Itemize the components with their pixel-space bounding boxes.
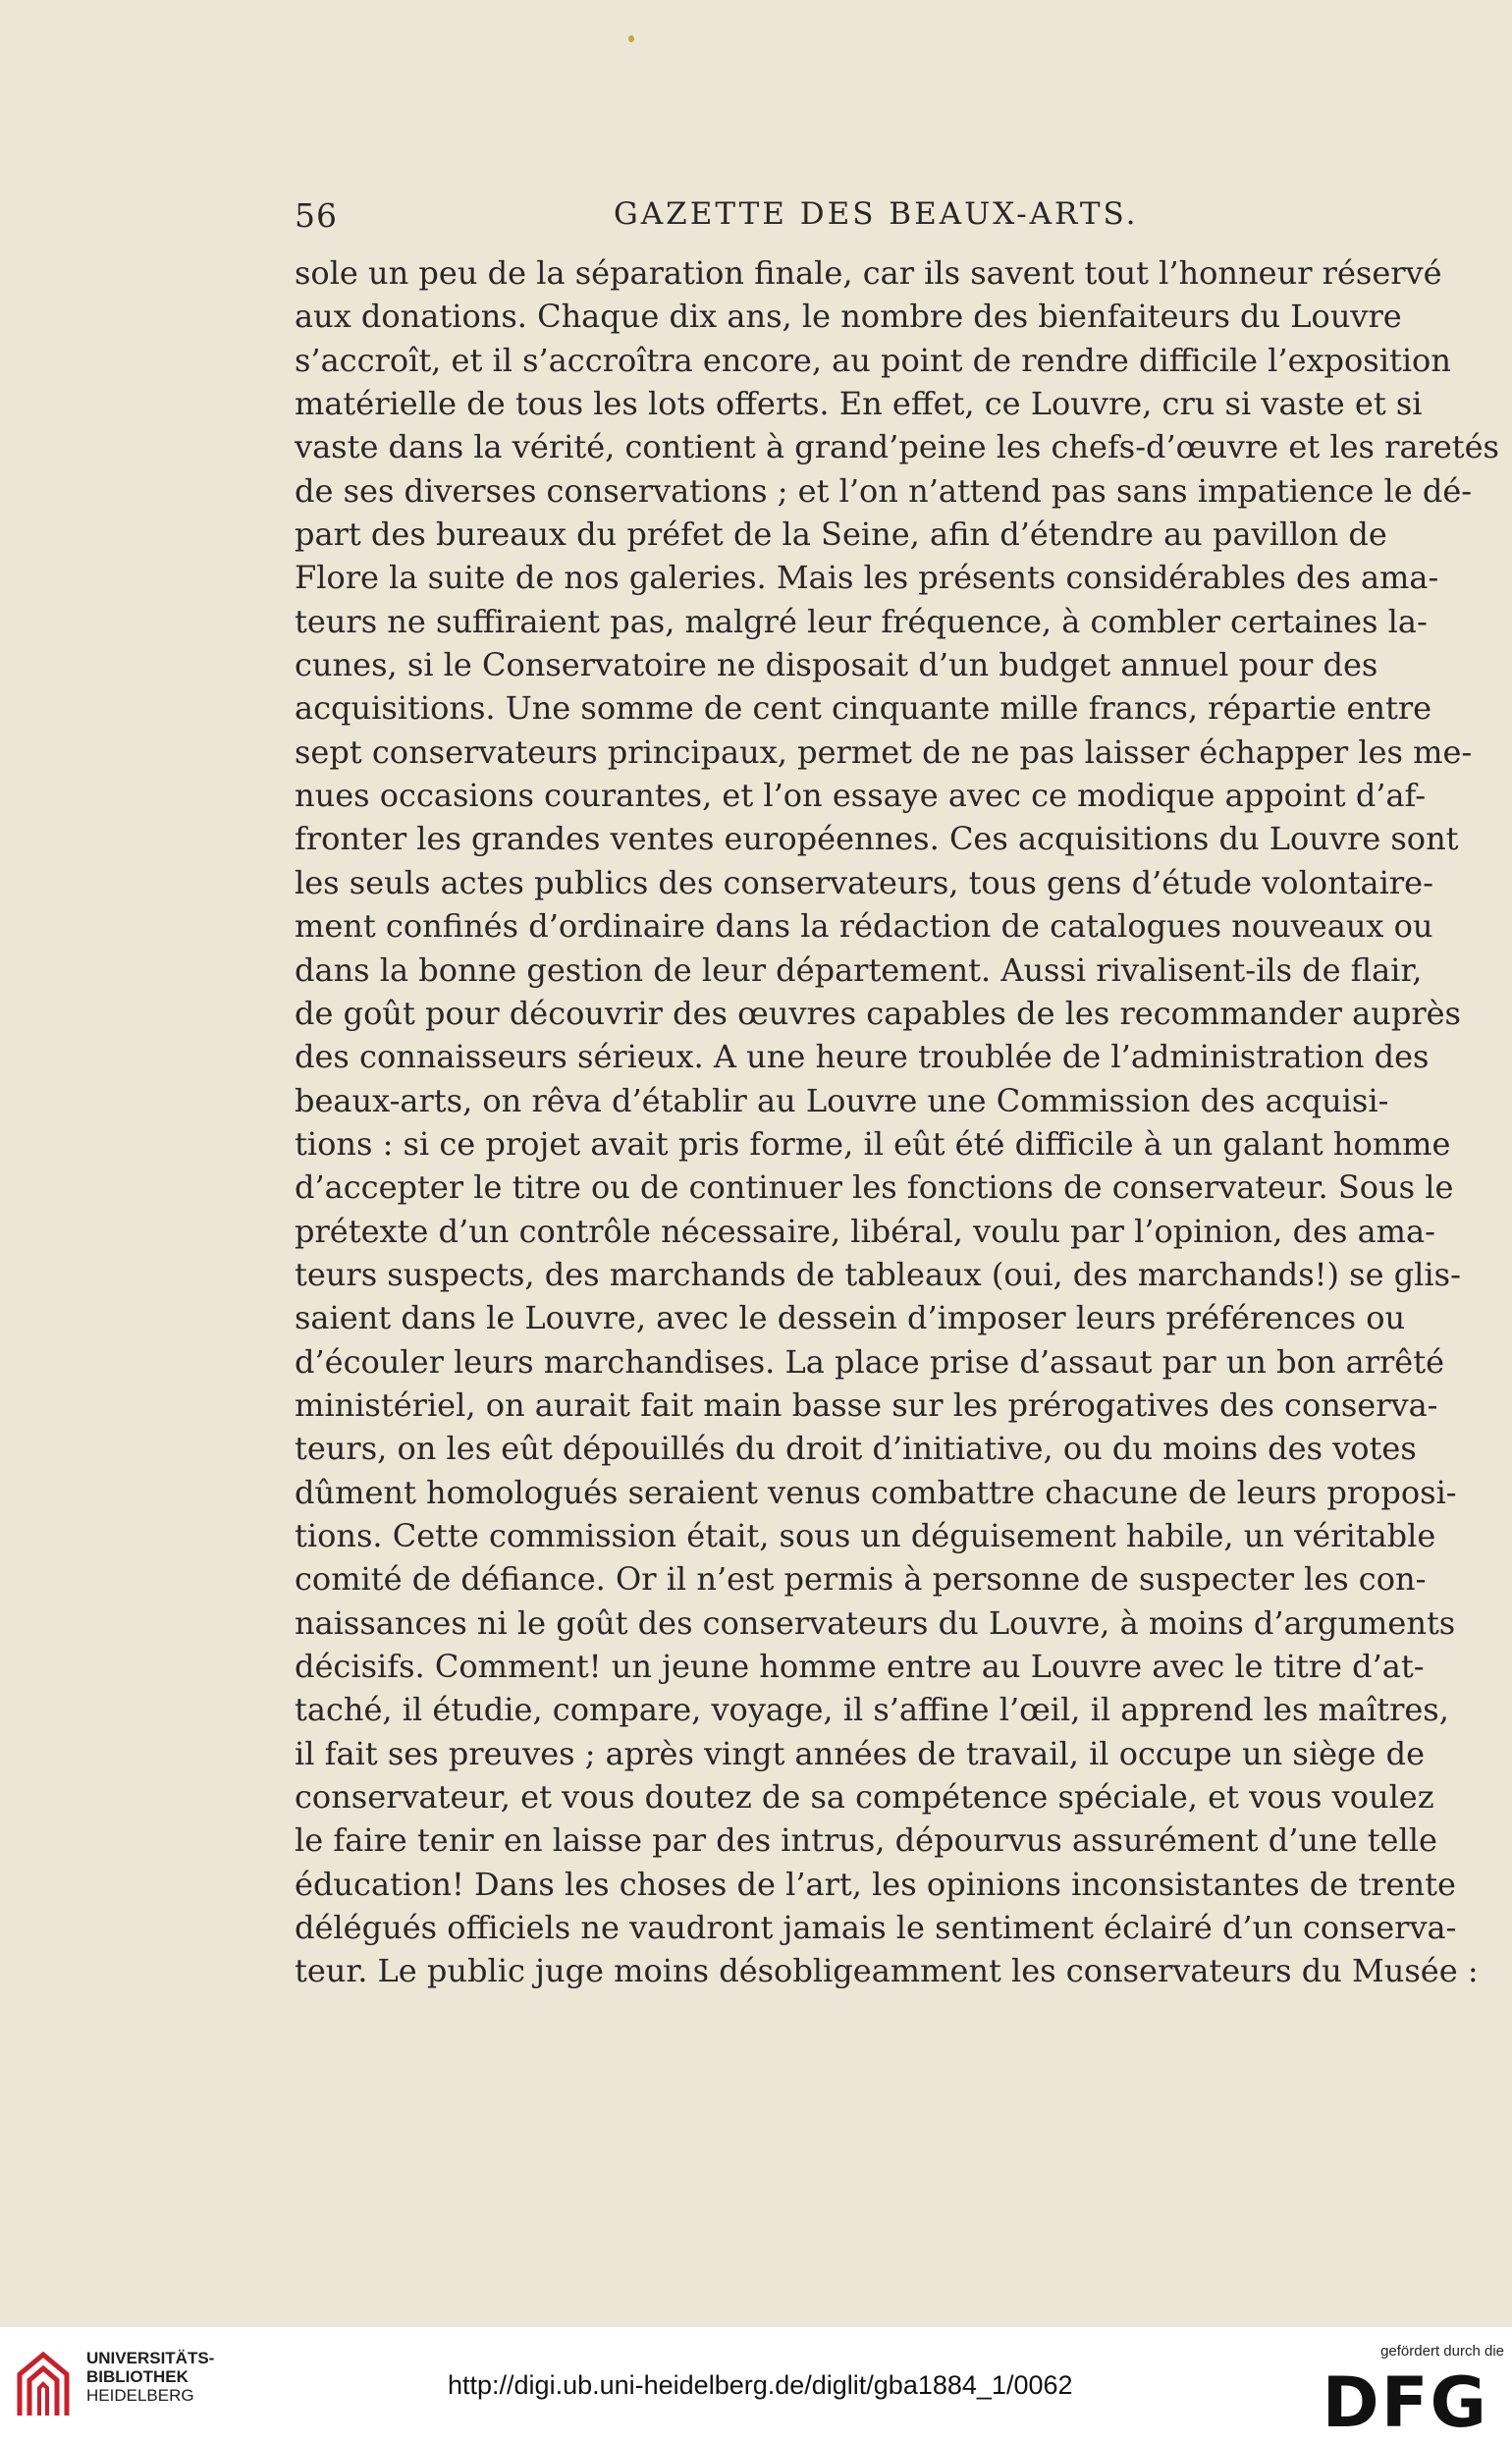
text-line: Flore la suite de nos galeries. Mais les présents considérables des ama- xyxy=(295,559,1439,597)
text-line: tions : si ce projet avait pris forme, il eût été difficile à un galant homme xyxy=(295,1124,1451,1163)
permalink-url[interactable]: http://digi.ub.uni-heidelberg.de/diglit/gba1884_1/0062 xyxy=(448,2370,1073,2400)
text-line: matérielle de tous les lots offerts. En effet, ce Louvre, cru si vaste et si xyxy=(295,385,1423,423)
text-line: teur. Le public juge moins désobligeamment les conservateurs du Musée : xyxy=(295,1952,1479,1990)
text-line: teurs, on les eût dépouillés du droit d’initiative, ou du moins des votes xyxy=(295,1430,1417,1468)
text-line: il fait ses preuves ; après vingt années de travail, il occupe un siège de xyxy=(295,1734,1426,1772)
text-line: d’accepter le titre ou de continuer les fonctions de conservateur. Sous le xyxy=(295,1168,1454,1207)
text-line: sole un peu de la séparation finale, car ils savent tout l’honneur réservé xyxy=(295,254,1442,292)
text-line: dans la bonne gestion de leur département. Aussi rivalisent-ils de flair, xyxy=(295,950,1423,989)
text-line: taché, il étudie, compare, voyage, il s’affine l’œil, il apprend les maîtres, xyxy=(295,1691,1449,1729)
paper-speck xyxy=(628,35,634,42)
text-line: teurs suspects, des marchands de tableaux (oui, des marchands!) se glis- xyxy=(295,1255,1461,1293)
text-line: ment confinés d’ordinaire dans la rédaction de catalogues nouveaux ou xyxy=(295,907,1433,946)
text-line: cunes, si le Conservatoire ne disposait d’un budget annuel pour des xyxy=(295,646,1378,684)
text-line: des connaisseurs sérieux. A une heure troublée de l’administration des xyxy=(295,1038,1430,1076)
library-line-2: BIBLIOTHEK xyxy=(86,2367,189,2386)
text-line: nues occasions courantes, et l’on essaye avec ce modique appoint d’af- xyxy=(295,777,1427,815)
text-line: d’écouler leurs marchandises. La place prise d’assaut par un bon arrêté xyxy=(295,1342,1445,1381)
library-name xyxy=(86,2349,214,2405)
text-line: éducation! Dans les choses de l’art, les opinions inconsistantes de trente xyxy=(295,1865,1456,1903)
text-line: sept conservateurs principaux, permet de ne pas laisser échapper les me- xyxy=(295,733,1473,771)
running-title: GAZETTE DES BEAUX-ARTS. xyxy=(614,196,1139,232)
text-line: aux donations. Chaque dix ans, le nombre des bienfaiteurs du Louvre xyxy=(295,298,1402,336)
body-text xyxy=(295,251,1499,1993)
text-line: beaux-arts, on rêva d’établir au Louvre une Commission des acquisi- xyxy=(295,1081,1389,1119)
text-line: comité de défiance. Or il n’est permis à personne de suspecter les con- xyxy=(295,1560,1427,1599)
library-line-1: UNIVERSITÄTS- xyxy=(86,2349,215,2367)
funding-caption: gefördert durch die xyxy=(1380,2343,1504,2360)
text-line: naissances ni le goût des conservateurs du Louvre, à moins d’arguments xyxy=(295,1603,1456,1642)
text-line: dûment homologués seraient venus combattre chacune de leurs proposi- xyxy=(295,1473,1457,1511)
text-line: ministériel, on aurait fait main basse sur les prérogatives des conserva- xyxy=(295,1385,1438,1424)
text-line: teurs ne suffiraient pas, malgré leur fréquence, à combler certaines la- xyxy=(295,602,1428,640)
text-line: conservateur, et vous doutez de sa compétence spéciale, et vous voulez xyxy=(295,1778,1434,1817)
page-number: 56 xyxy=(295,196,338,235)
text-line: s’accroît, et il s’accroîtra encore, au point de rendre difficile l’exposition xyxy=(295,341,1451,379)
text-line: acquisitions. Une somme de cent cinquante mille francs, répartie entre xyxy=(295,689,1432,728)
text-line: le faire tenir en laisse par des intrus, dépourvus assurément d’une telle xyxy=(295,1821,1437,1860)
text-line: délégués officiels ne vaudront jamais le sentiment éclairé d’un conserva- xyxy=(295,1909,1457,1947)
text-line: fronter les grandes ventes européennes. Ces acquisitions du Louvre sont xyxy=(295,820,1459,858)
library-line-3: HEIDELBERG xyxy=(86,2386,194,2405)
text-line: prétexte d’un contrôle nécessaire, libéral, voulu par l’opinion, des ama- xyxy=(295,1212,1435,1250)
text-line: décisifs. Comment! un jeune homme entre au Louvre avec le titre d’at- xyxy=(295,1648,1425,1685)
dfg-logo: DFG xyxy=(1322,2362,1488,2443)
text-line: de ses diverses conservations ; et l’on n’attend pas sans impatience le dé- xyxy=(295,471,1473,510)
text-line: les seuls actes publics des conservateurs, tous gens d’étude volontaire- xyxy=(295,863,1433,901)
text-line: tions. Cette commission était, sous un déguisement habile, un véritable xyxy=(295,1516,1436,1554)
text-line: vaste dans la vérité, contient à grand’peine les chefs-d’œuvre et les raretés xyxy=(295,428,1499,466)
ub-heidelberg-logo-icon xyxy=(14,2347,73,2425)
page-header xyxy=(295,196,1355,245)
text-line: de goût pour découvrir des œuvres capables de les recommander auprès xyxy=(295,994,1461,1032)
text-line: saient dans le Louvre, avec le dessein d’imposer leurs préférences ou xyxy=(295,1299,1406,1337)
text-line: part des bureaux du préfet de la Seine, afin d’étendre au pavillon de xyxy=(295,516,1387,554)
